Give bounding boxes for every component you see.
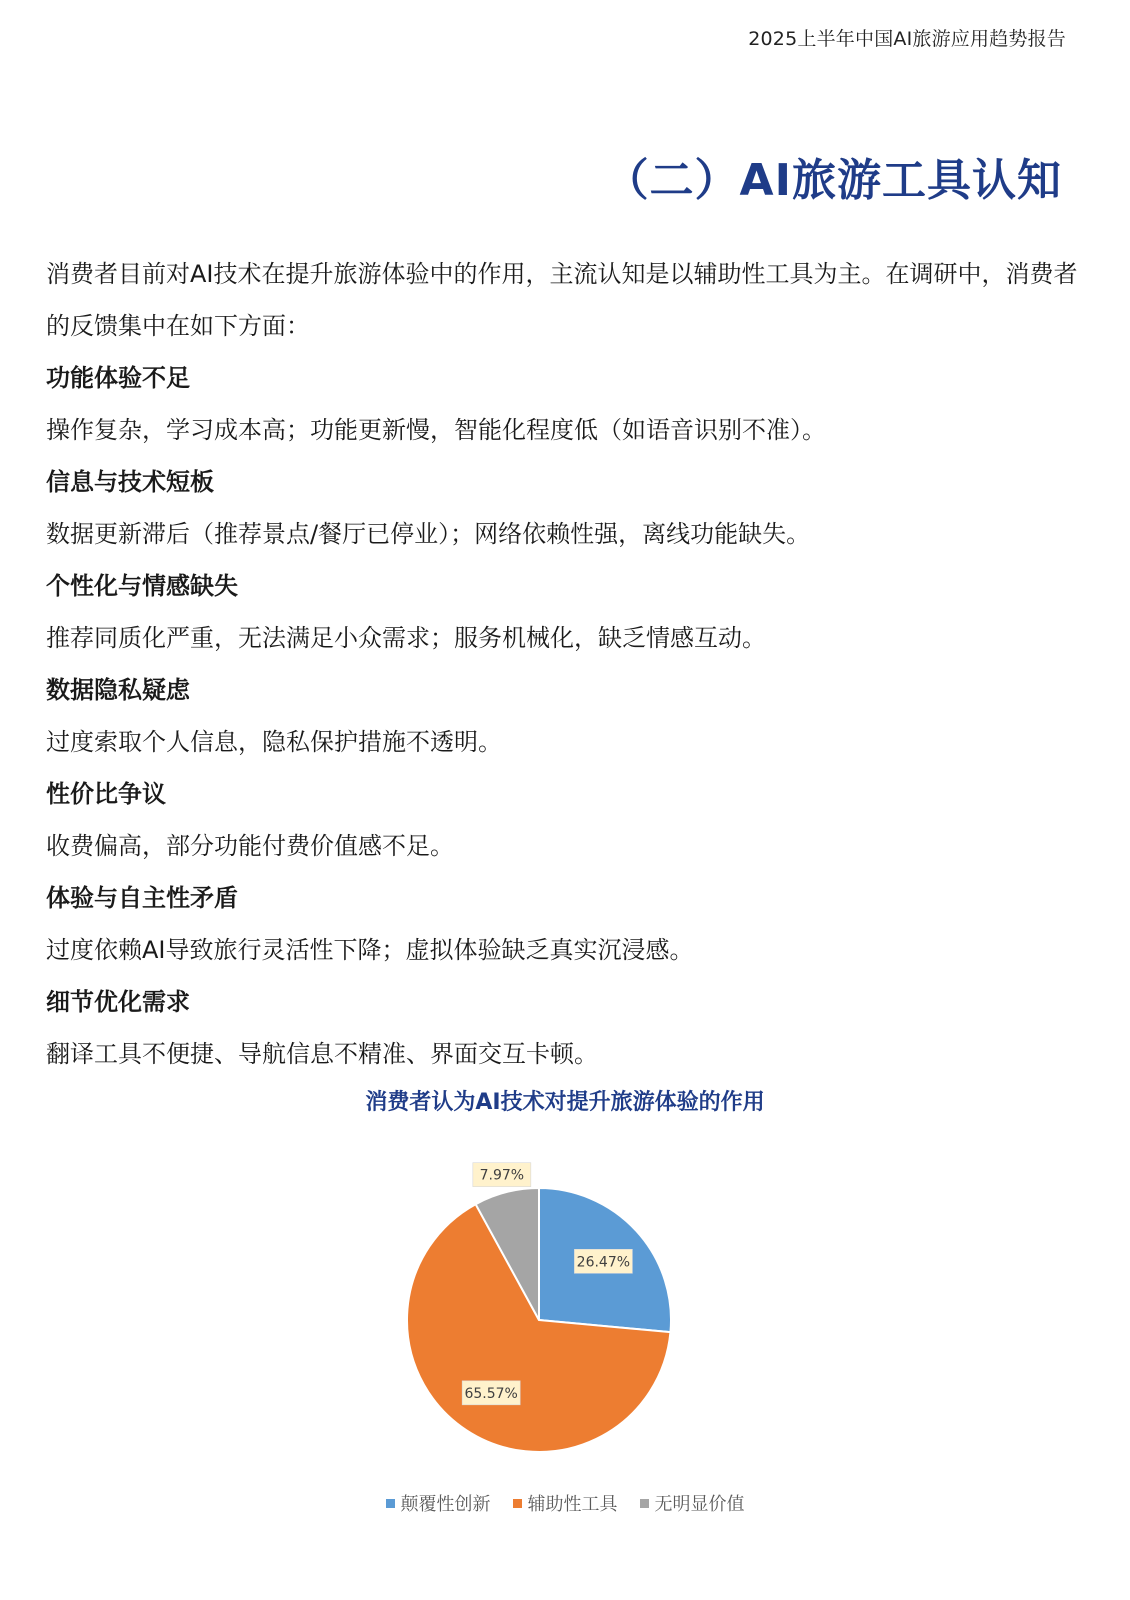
item-heading: 性价比争议 xyxy=(46,780,166,808)
item-body: 推荐同质化严重，无法满足小众需求；服务机械化，缺乏情感互动。 xyxy=(46,624,766,652)
data-label xyxy=(462,1381,520,1405)
intro-paragraph: 消费者目前对AI技术在提升旅游体验中的作用，主流认知是以辅助性工具为主。在调研中，消费者的反馈集中在如下方面： xyxy=(46,260,1078,340)
item-heading: 个性化与情感缺失 xyxy=(46,572,238,600)
data-label-text: 7.97% xyxy=(479,1167,525,1184)
item-heading: 数据隐私疑虑 xyxy=(46,676,190,704)
legend-item xyxy=(513,1490,618,1516)
data-label xyxy=(473,1163,531,1187)
item-body: 过度索取个人信息，隐私保护措施不透明。 xyxy=(46,728,502,756)
legend-item xyxy=(640,1490,745,1516)
item-heading: 体验与自主性矛盾 xyxy=(46,884,238,912)
item-body: 收费偏高，部分功能付费价值感不足。 xyxy=(46,832,454,860)
chart-title: 消费者认为AI技术对提升旅游体验的作用 xyxy=(365,1090,765,1115)
legend-label: 颠覆性创新 xyxy=(400,1494,491,1515)
item-heading: 信息与技术短板 xyxy=(46,468,214,496)
data-label-text: 26.47% xyxy=(576,1254,631,1271)
data-label-text: 65.57% xyxy=(464,1385,518,1402)
item-body: 操作复杂，学习成本高；功能更新慢，智能化程度低（如语音识别不准）。 xyxy=(46,416,826,444)
item-body: 过度依赖AI导致旅行灵活性下降；虚拟体验缺乏真实沉浸感。 xyxy=(46,936,694,964)
item-body: 数据更新滞后（推荐景点/餐厅已停业）；网络依赖性强，离线功能缺失。 xyxy=(46,520,811,548)
pie-chart xyxy=(0,1120,1130,1480)
data-label xyxy=(574,1249,632,1273)
chart-legend xyxy=(0,1490,1130,1516)
item-heading: 功能体验不足 xyxy=(46,364,190,392)
legend-label: 辅助性工具 xyxy=(527,1494,618,1515)
legend-swatch xyxy=(386,1499,395,1508)
report-header: 2025上半年中国AI旅游应用趋势报告 xyxy=(748,28,1066,50)
legend-swatch xyxy=(640,1499,649,1508)
legend-swatch xyxy=(513,1499,522,1508)
item-body: 翻译工具不便捷、导航信息不精准、界面交互卡顿。 xyxy=(46,1040,598,1068)
section-title: （二）AI旅游工具认知 xyxy=(604,155,1062,206)
content-body xyxy=(46,248,1090,1080)
legend-label: 无明显价值 xyxy=(654,1494,745,1515)
item-heading: 细节优化需求 xyxy=(46,988,190,1016)
legend-item xyxy=(386,1490,491,1516)
